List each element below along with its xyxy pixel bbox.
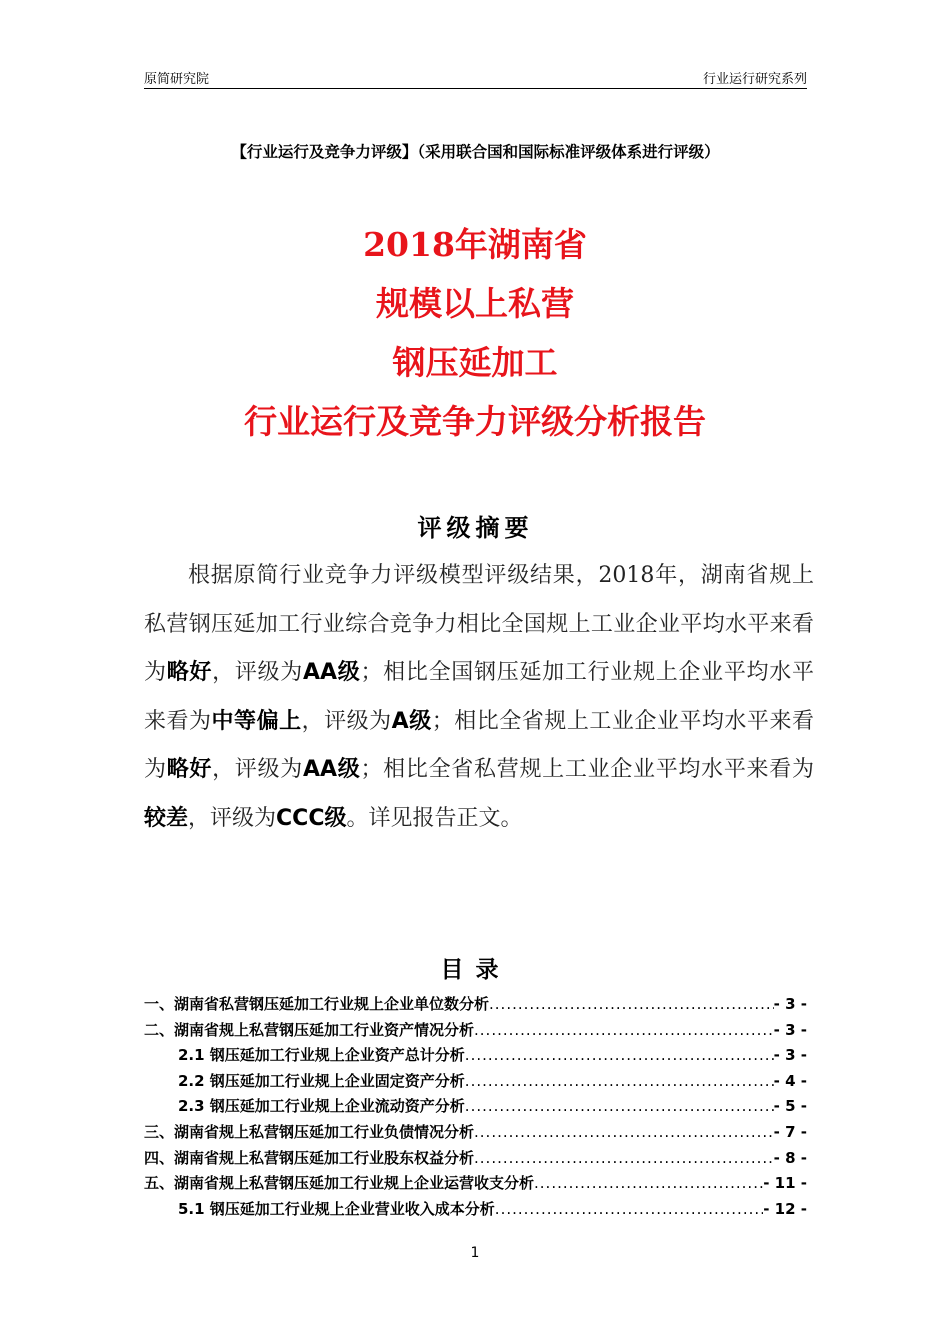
toc-leader-dots: [465, 1094, 774, 1120]
toc-entry-label: 2.3 钢压延加工行业规上企业流动资产分析: [178, 1097, 465, 1116]
abstract-highlight: AA级: [302, 757, 361, 782]
toc-entry-page: - 3 -: [773, 995, 807, 1013]
abstract-text: ；相比全省规上工业企业平均水平来看为: [144, 708, 814, 782]
toc-leader-dots: [474, 1018, 774, 1044]
report-title: [100, 215, 850, 451]
abstract-body: [144, 552, 814, 843]
header-series: 行业运行研究系列: [702, 72, 807, 87]
abstract-paragraph: [144, 552, 814, 843]
toc-leader-dots: [474, 1120, 774, 1146]
toc-leader-dots: [495, 1197, 763, 1223]
toc-entry-label: 5.1 钢压延加工行业规上企业营业收入成本分析: [178, 1199, 495, 1218]
toc-entry-page: - 12 -: [763, 1199, 807, 1218]
abstract-text: ，评级为: [212, 757, 303, 782]
toc-entry-page: - 5 -: [773, 1097, 807, 1116]
toc-entry-page: - 3 -: [773, 1020, 807, 1039]
abstract-heading: 评级摘要: [417, 514, 534, 542]
toc-subentry[interactable]: [144, 1094, 807, 1120]
toc-leader-dots: [474, 1146, 774, 1172]
toc-entry-page: - 7 -: [773, 1122, 807, 1141]
toc-leader-dots: [489, 992, 774, 1018]
toc-leader-dots: [534, 1171, 763, 1197]
abstract-highlight: AA级: [302, 660, 361, 685]
toc-entry[interactable]: [144, 1171, 807, 1197]
toc-entry-page: - 4 -: [773, 1071, 807, 1090]
toc-entry[interactable]: [144, 1146, 807, 1172]
abstract-highlight: 中等偏上: [211, 708, 302, 734]
toc-entry-label: 五、湖南省规上私营钢压延加工行业规上企业运营收支分析: [144, 1174, 535, 1193]
toc-heading: 目录: [440, 957, 511, 983]
toc-entry-label: 四、湖南省规上私营钢压延加工行业股东权益分析: [144, 1148, 475, 1167]
toc-entry-page: - 11 -: [763, 1174, 807, 1193]
rating-note: 【行业运行及竞争力评级】（采用联合国和国际标准评级体系进行评级）: [231, 143, 720, 161]
abstract-highlight: A级: [391, 708, 432, 734]
toc-entry-label: 一、湖南省私营钢压延加工行业规上企业单位数分析: [144, 995, 490, 1013]
toc-entry-label: 三、湖南省规上私营钢压延加工行业负债情况分析: [144, 1122, 475, 1141]
abstract-text: 。详见报告正文。: [346, 805, 523, 831]
abstract-highlight: 略好: [166, 757, 213, 782]
title-line-3: 钢压延加工: [392, 343, 558, 382]
abstract-highlight: CCC级: [276, 805, 347, 831]
abstract-text: ，评级为: [301, 708, 392, 734]
abstract-text: ，评级为: [212, 660, 303, 685]
toc-leader-dots: [465, 1043, 774, 1069]
abstract-text: ；相比全国钢压延加工行业规上企业平均水平来看为: [144, 660, 814, 734]
toc-entry-page: - 3 -: [773, 1046, 807, 1065]
abstract-text: ，评级为: [188, 805, 277, 831]
title-line-4: 行业运行及竞争力评级分析报告: [244, 402, 706, 441]
toc-entry[interactable]: [144, 1120, 807, 1146]
abstract-text: ；相比全省私营规上工业企业平均水平来看为: [360, 757, 814, 782]
abstract-highlight: 略好: [166, 660, 213, 685]
table-of-contents: [144, 992, 807, 1222]
toc-entry-page: - 8 -: [773, 1148, 807, 1167]
header-org: 原简研究院: [144, 72, 210, 87]
title-line-2: 规模以上私营: [376, 284, 574, 323]
toc-entry-label: 2.2 钢压延加工行业规上企业固定资产分析: [178, 1071, 465, 1090]
toc-entry-label: 2.1 钢压延加工行业规上企业资产总计分析: [178, 1046, 465, 1065]
toc-subentry[interactable]: [144, 1197, 807, 1223]
abstract-highlight: 较差: [144, 805, 189, 831]
page-header: [144, 66, 807, 89]
toc-subentry[interactable]: [144, 1069, 807, 1095]
page-number: 1: [470, 1245, 480, 1261]
toc-entry[interactable]: [144, 992, 807, 1018]
title-line-1: 2018年湖南省: [363, 225, 587, 264]
toc-subentry[interactable]: [144, 1043, 807, 1069]
toc-entry-label: 二、湖南省规上私营钢压延加工行业资产情况分析: [144, 1020, 475, 1039]
toc-leader-dots: [465, 1069, 774, 1095]
abstract-text: 根据原简行业竞争力评级模型评级结果，2018年，湖南省规上私营钢压延加工行业综合竞争力相比全国规上工业企业平均水平来看为: [144, 563, 814, 685]
toc-entry[interactable]: [144, 1018, 807, 1044]
